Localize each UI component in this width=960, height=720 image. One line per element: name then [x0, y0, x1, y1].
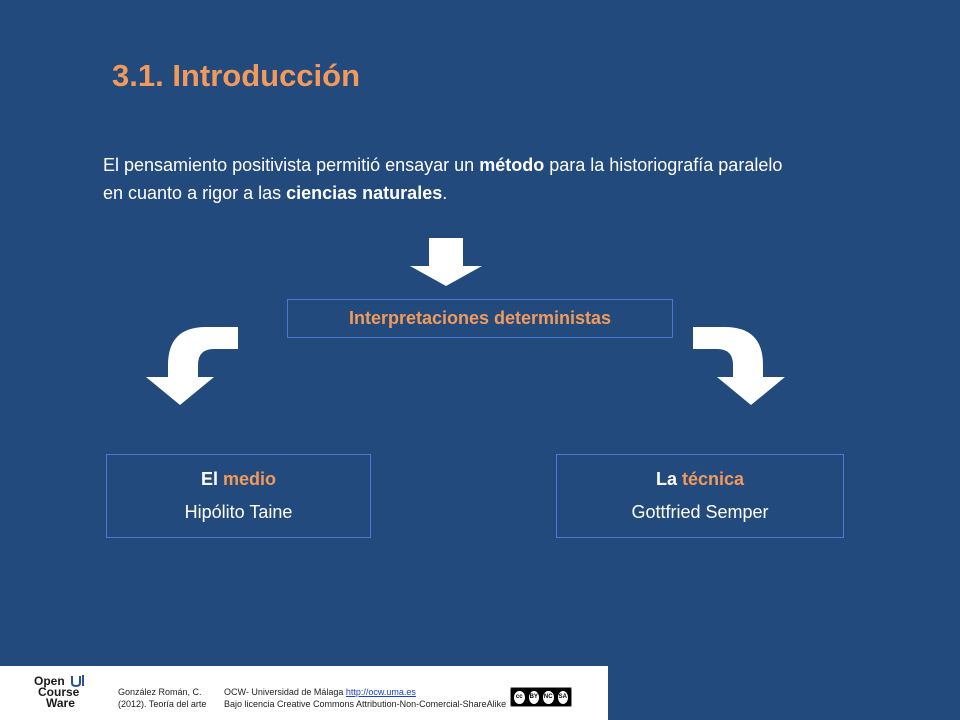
el-medio-heading	[201, 469, 276, 490]
el-medio-accent: medio	[223, 469, 277, 489]
curved-arrow-left-icon	[146, 327, 240, 405]
intro-text-3: .	[442, 183, 448, 203]
la-tecnica-heading	[656, 469, 744, 490]
uma-logo-icon	[70, 674, 88, 688]
nc-icon: NC	[542, 690, 555, 705]
gottfried-semper-label: Gottfried Semper	[631, 502, 769, 522]
license-line-2: Bajo licencia Creative Commons Attribution-Non-Comercial-ShareAlike	[224, 699, 507, 709]
la-tecnica-box	[556, 454, 844, 538]
intro-paragraph	[103, 151, 803, 207]
sa-icon: SA	[557, 690, 570, 705]
center-box-label: Interpretaciones deterministas	[348, 308, 612, 328]
logo-line-1: Open	[34, 674, 65, 688]
el-medio-prefix: El	[200, 469, 223, 489]
intro-text-2: para la historiografía paralelo en cuanto a rigor a las	[103, 155, 783, 203]
down-arrow-icon	[410, 238, 482, 286]
la-tecnica-prefix: La	[655, 469, 682, 489]
credit-line-2: (2012). Teoría del arte	[118, 699, 207, 709]
cc-icon: cc	[513, 690, 526, 705]
logo-line-2: Course	[38, 685, 80, 699]
credit-line-1: González Román, C.	[118, 687, 202, 697]
hipolito-taine-label: Hipólito Taine	[184, 502, 293, 522]
by-icon: BY	[528, 690, 541, 705]
license-line-1	[224, 686, 506, 698]
license-line-1-prefix: OCW- Universidad de Málaga	[224, 687, 346, 697]
intro-bold-ciencias: ciencias naturales	[286, 183, 443, 203]
el-medio-box	[106, 454, 371, 538]
footer-bar	[0, 666, 608, 720]
intro-text-1: El pensamiento positivista permitió ensayar un	[103, 155, 480, 175]
determinist-interpretations-box	[287, 299, 673, 338]
slide-title: 3.1. Introducción	[112, 58, 361, 93]
logo-line-3: Ware	[46, 696, 75, 710]
creative-commons-badge[interactable]	[510, 687, 572, 707]
la-tecnica-accent: técnica	[681, 469, 745, 489]
license-text	[224, 686, 506, 710]
intro-bold-metodo: método	[479, 155, 545, 175]
author-credit	[118, 686, 206, 710]
curved-arrow-right-icon	[691, 327, 785, 405]
ocw-url-link[interactable]: http://ocw.uma.es	[345, 687, 416, 697]
